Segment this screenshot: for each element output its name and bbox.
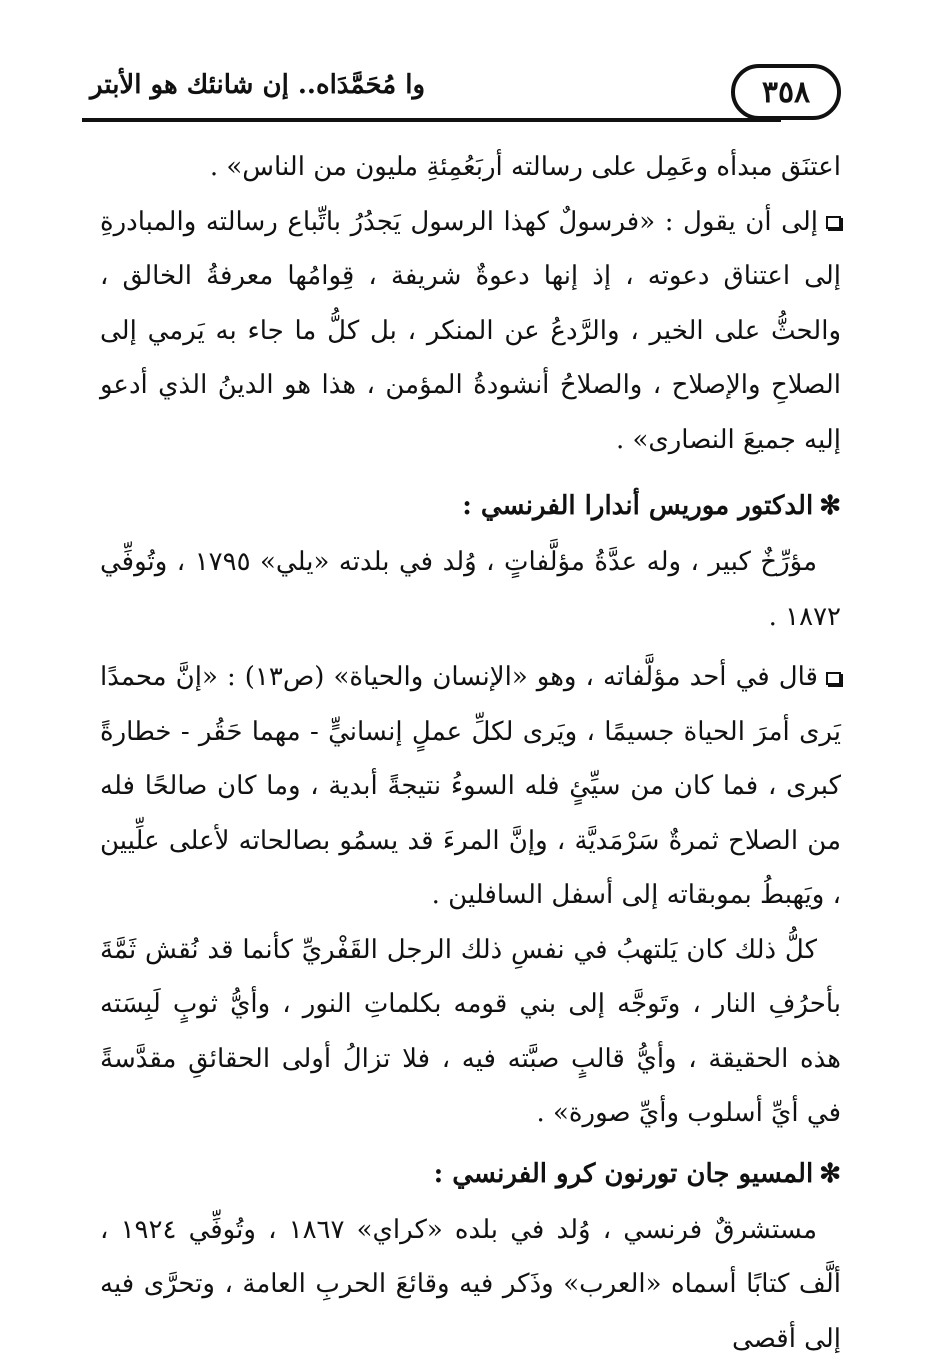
page-body [100, 140, 841, 1366]
paragraph-quote-text: إلى أن يقول : «فرسولٌ كهذا الرسول يَجدُرُ باتِّباع رسالته والمبادرةِ إلى اعتناق دعوته ، إذ إنها دعوةٌ شريفة ، قِوامُها معرفةُ الخالق ، والحثُّ على الخير ، والرَّدعُ عن المنكر ، بل كلُّ ما جاء به يَرمي إلى الصلاحِ والإصلاح ، والصلاحُ أنشودةُ المؤمن ، هذا هو الدينُ الذي أدعو إليه جميعَ النصارى» . [100, 207, 841, 455]
paragraph-biography-andara: مؤرِّخٌ كبير ، وله عدَّةُ مؤلَّفاتٍ ، وُلد في بلدته «يلي» ١٧٩٥ ، وتُوفِّي ١٨٧٢ . [100, 535, 841, 644]
square-bullet-icon [826, 672, 841, 685]
paragraph-commentary: كلُّ ذلك كان يَلتهبُ في نفسِ ذلك الرجل القَفْريِّ كأنما قد نُقش ثَمَّةَ بأحرُفِ النار ، وتَوجَّه إلى بني قومه بكلماتِ النور ، وأيُّ ثوبٍ لَبِسَته هذه الحقيقة ، وأيُّ قالبٍ صبَّته فيه ، فلا تزالُ أولى الحقائقِ مقدَّسةً في أيِّ أسلوب وأيِّ صورة» . [100, 923, 841, 1141]
paragraph-continuation: اعتنَق مبدأه وعَمِل على رسالته أربَعُمِئةِ مليون من الناس» . [100, 140, 841, 195]
paragraph-quote-andara-text: قال في أحد مؤلَّفاته ، وهو «الإنسان والحياة» (ص١٣) : «إنَّ محمدًا يَرى أمرَ الحياة جسيمًا ، ويَرى لكلِّ عملٍ إنسانيٍّ - مهما حَقُر - خطارةً كبرى ، فما كان من سيِّئٍ فله السوءُ نتيجةً أبدية ، وما كان صالحًا فله من الصلاح ثمرةٌ سَرْمَديَّة ، وإنَّ المرءَ قد يسمُو بصالحاته لأعلى علِّيين ، ويَهبطُ بموبقاته إلى أسفل السافلين . [100, 662, 841, 910]
page-header [82, 56, 841, 128]
section-heading-jean-tournon [100, 1145, 841, 1203]
header-rule [82, 118, 781, 122]
section-heading-maurice-andara [100, 477, 841, 535]
asterisk-icon: ✻ [819, 1159, 841, 1189]
asterisk-icon: ✻ [819, 491, 841, 521]
running-title: وا مُحَمَّدَاه.. إن شانئك هو الأبتر [90, 70, 425, 100]
section-heading-text: الدكتور موريس أندارا الفرنسي : [462, 491, 813, 521]
paragraph-quote-andara [100, 650, 841, 923]
page-number-badge: ٣٥٨ [731, 64, 841, 120]
paragraph-biography-tournon: مستشرقٌ فرنسي ، وُلد في بلده «كراي» ١٨٦٧ ، وتُوفِّي ١٩٢٤ ، ألَّف كتابًا أسماه «العرب» وذَكر فيه وقائعَ الحربِ العامة ، وتحرَّى فيه إلى أقصى [100, 1203, 841, 1366]
square-bullet-icon [826, 216, 841, 229]
paragraph-quote-intro [100, 195, 841, 468]
section-heading-text: المسيو جان تورنون كرو الفرنسي : [434, 1159, 814, 1189]
